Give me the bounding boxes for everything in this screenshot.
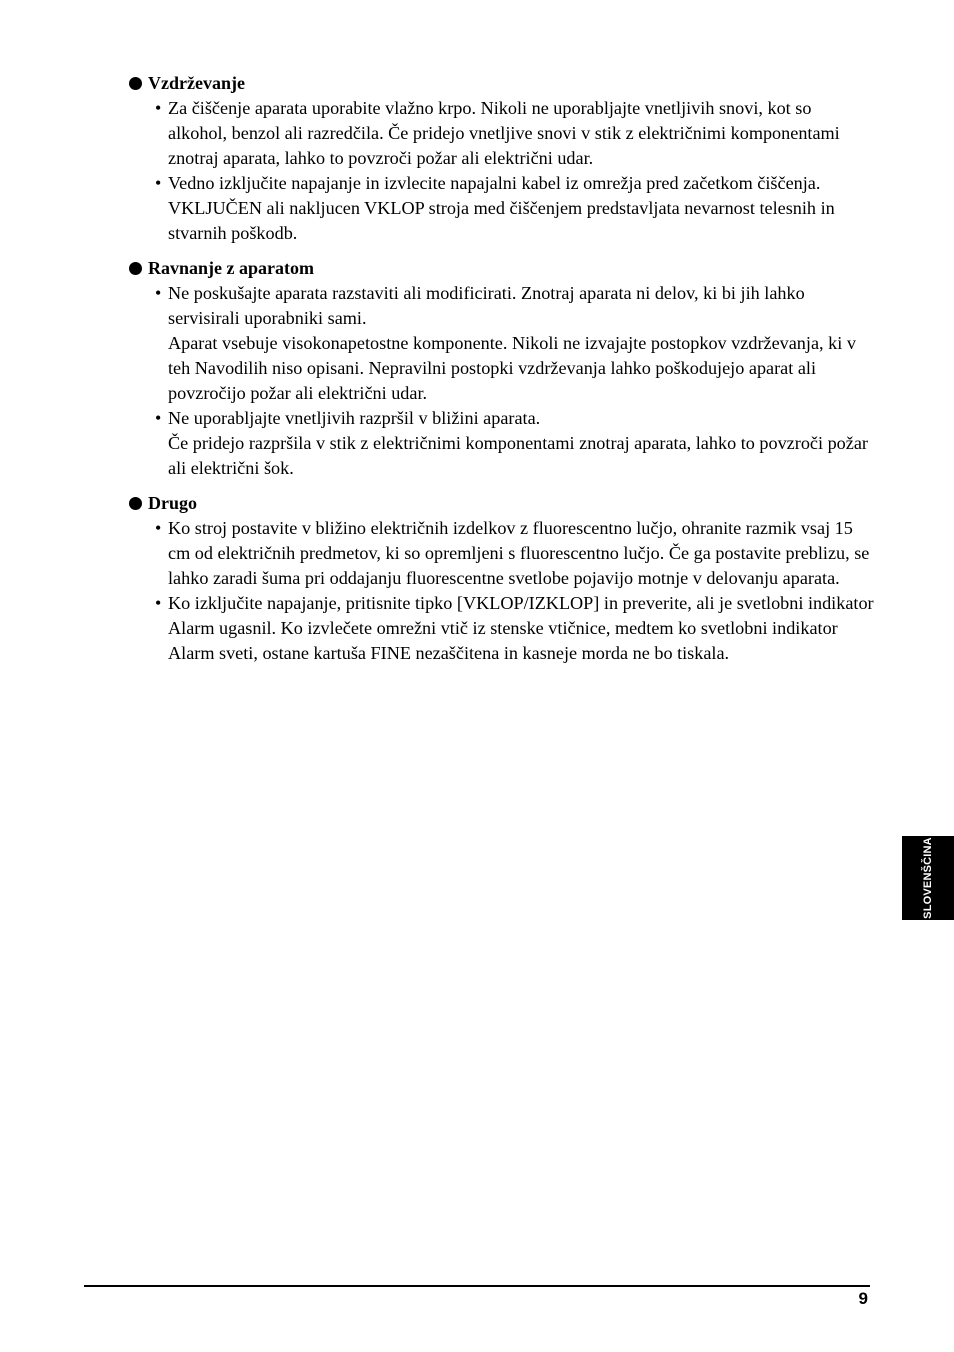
bullet-icon: • [155,518,162,538]
heading-bullet-icon [129,497,142,510]
list-item [129,591,874,666]
bullet-icon: • [155,98,162,118]
paragraph: Ko stroj postavite v bližino električnih izdelkov z fluorescentno lučjo, ohranite razmik vsaj 15 cm od električnih predmetov, ki so opremljeni s fluorescentno lučjo. Če ga postavite preblizu, se lahko zaradi šuma pri oddajanju fluorescentne svetlobe pojavijo motnje v delovanju aparata. [168,518,870,588]
section-heading-text: Vzdrževanje [148,73,245,93]
section-heading-text: Drugo [148,493,197,513]
heading-bullet-icon [129,262,142,275]
list-item [129,406,874,481]
paragraph: Vedno izključite napajanje in izvlecite napajalni kabel iz omrežja pred začetkom čiščenja. VKLJUČEN ali nakljucen VKLOP stroja med čiščenjem predstavljata nevarnost telesnih in stvarnih poškodb. [168,173,835,243]
footer-divider [84,1285,870,1287]
section-heading [129,256,874,281]
bullet-icon: • [155,283,162,303]
language-tab-label: SLOVENŠČINA [922,837,934,919]
paragraph: Aparat vsebuje visokonapetostne komponente. Nikoli ne izvajajte postopkov vzdrževanja, ki v teh Navodilih niso opisani. Nepravilni postopki vzdrževanja lahko poškodujejo aparat ali povzročijo požar ali električni udar. [168,333,856,403]
section-vzdrzevanje [129,71,874,246]
bullet-icon: • [155,173,162,193]
section-heading [129,71,874,96]
paragraph: Če pridejo razpršila v stik z električnimi komponentami znotraj aparata, lahko to povzroči požar ali električni šok. [168,433,868,478]
section-drugo [129,491,874,666]
list-item [129,96,874,171]
heading-bullet-icon [129,77,142,90]
page-content [129,71,874,676]
page-number: 9 [858,1289,868,1308]
paragraph: Ne poskušajte aparata razstaviti ali modificirati. Znotraj aparata ni delov, ki bi jih lahko servisirali uporabniki sami. [168,283,805,328]
paragraph: Za čiščenje aparata uporabite vlažno krpo. Nikoli ne uporabljajte vnetljivih snovi, kot so alkohol, benzol ali razredčila. Če pridejo vnetljive snovi v stik z električnimi komponentami znotraj aparata, lahko to povzroči požar ali električni udar. [168,98,840,168]
section-heading-text: Ravnanje z aparatom [148,258,314,278]
list-item [129,281,874,406]
list-item [129,171,874,246]
section-ravnanje [129,256,874,481]
paragraph: Ne uporabljajte vnetljivih razpršil v bližini aparata. [168,408,541,428]
bullet-icon: • [155,408,162,428]
paragraph: Ko izključite napajanje, pritisnite tipko [VKLOP/IZKLOP] in preverite, ali je svetlobni indikator Alarm ugasnil. Ko izvlečete omrežni vtič iz stenske vtičnice, medtem ko svetlobni indikator Alarm sveti, ostane kartuša FINE nezaščitena in kasneje morda ne bo tiskala. [168,593,874,663]
bullet-icon: • [155,593,162,613]
language-side-tab [902,836,954,920]
section-heading [129,491,874,516]
list-item [129,516,874,591]
